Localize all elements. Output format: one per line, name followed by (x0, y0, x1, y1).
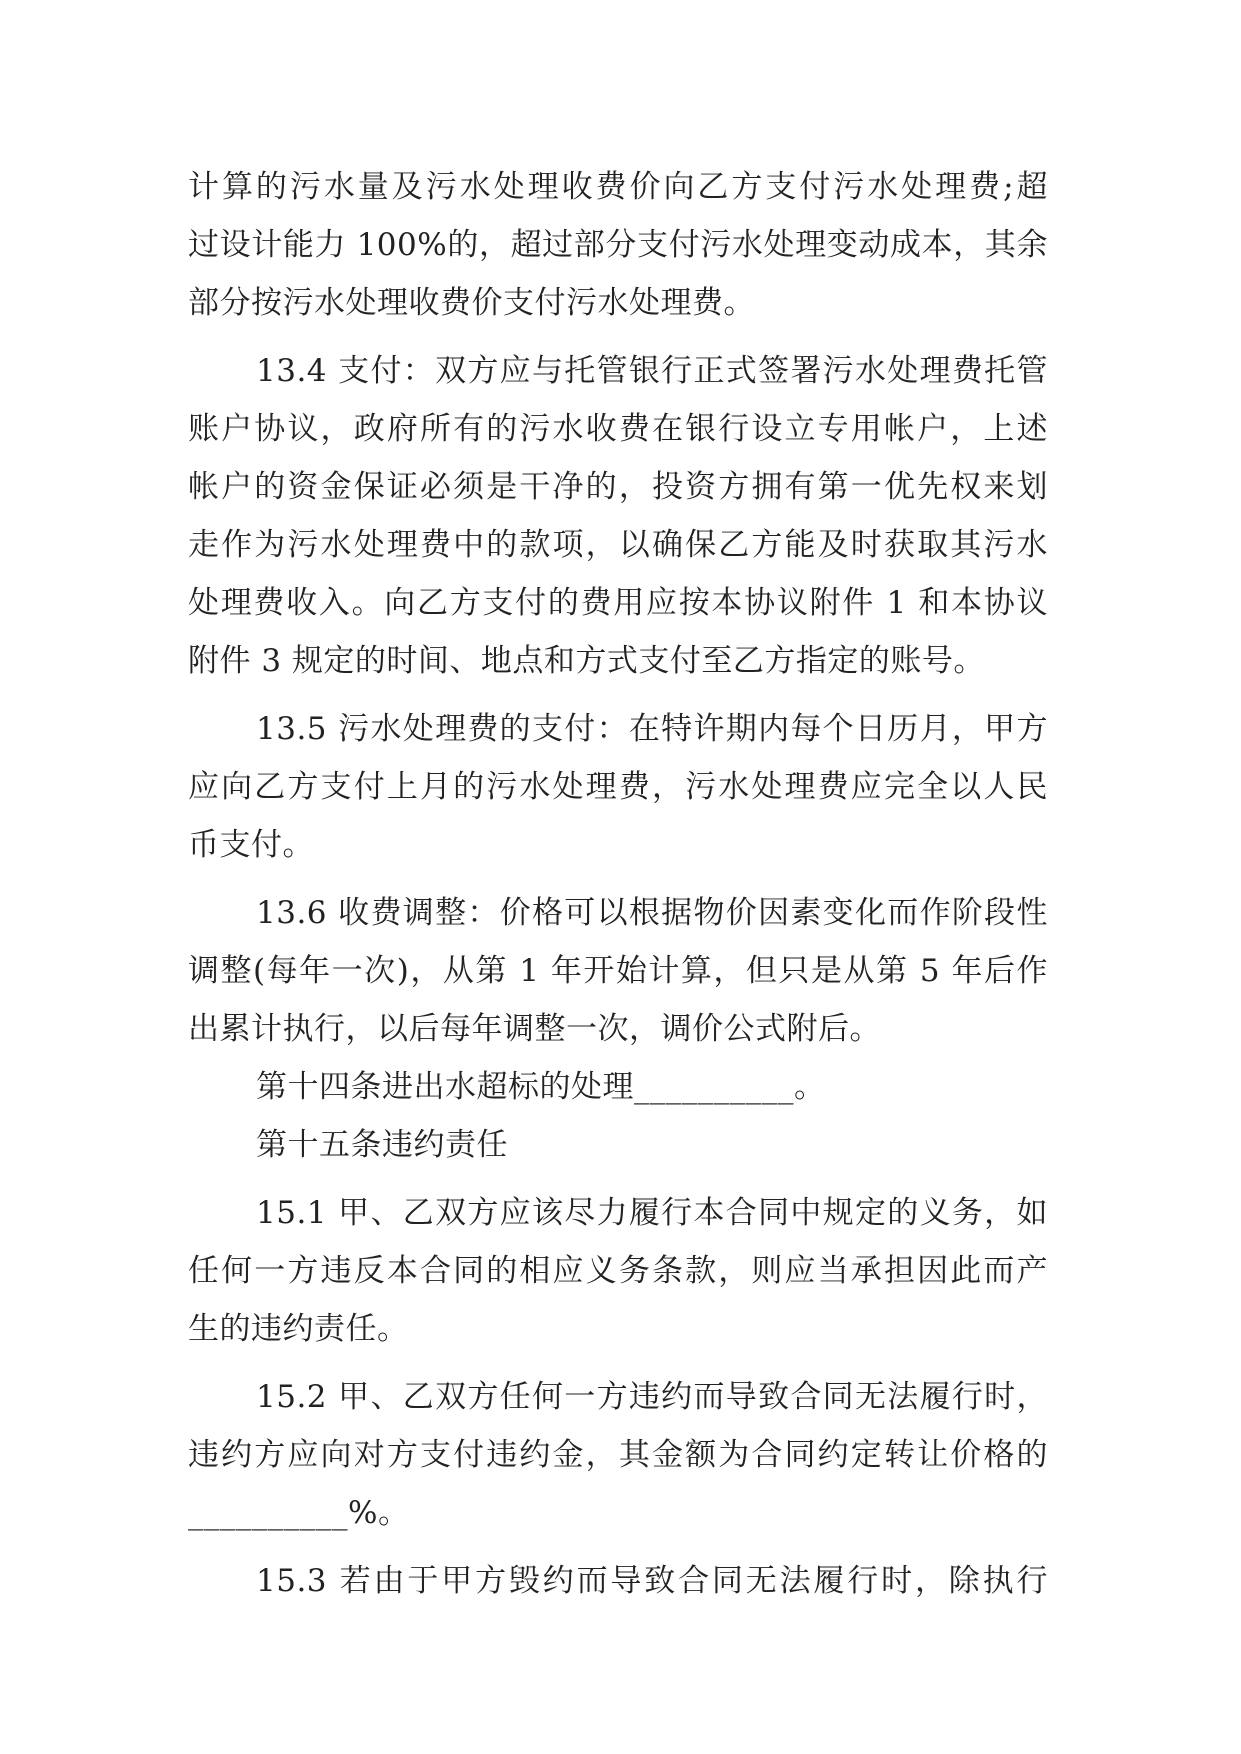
text-line: 处理费收入。向乙方支付的费用应按本协议附件 1 和本协议 (188, 585, 1048, 621)
document-body (188, 158, 1048, 1610)
clause-15-3-line: 15.3 若由于甲方毁约而导致合同无法履行时，除执行 (256, 1563, 1048, 1599)
clause-15-2-line: 15.2 甲、乙双方任何一方违约而导致合同无法履行时， (256, 1379, 1048, 1415)
text-line: 违约方应向对方支付违约金，其金额为合同约定转让价格的 (188, 1437, 1048, 1473)
text-line: 调整(每年一次)，从第 1 年开始计算，但只是从第 5 年后作 (188, 953, 1048, 989)
text-line: 部分按污水处理收费价支付污水处理费。 (188, 285, 755, 321)
clause-13-4-line: 13.4 支付：双方应与托管银行正式签署污水处理费托管 (256, 353, 1048, 389)
text-line: 帐户的资金保证必须是干净的，投资方拥有第一优先权来划 (188, 469, 1048, 505)
text-line: __________%。 (188, 1495, 410, 1531)
text-line: 附件 3 规定的时间、地点和方式支付至乙方指定的账号。 (188, 643, 985, 679)
text-line: 任何一方违反本合同的相应义务条款，则应当承担因此而产 (188, 1253, 1048, 1289)
text-line: 计算的污水量及污水处理收费价向乙方支付污水处理费;超 (188, 169, 1048, 205)
article-15-heading: 第十五条违约责任 (256, 1127, 508, 1163)
article-14-heading: 第十四条进出水超标的处理__________。 (256, 1069, 826, 1105)
clause-13-5-line: 13.5 污水处理费的支付：在特许期内每个日历月，甲方 (256, 711, 1048, 747)
text-line: 账户协议，政府所有的污水收费在银行设立专用帐户，上述 (188, 411, 1048, 447)
text-line: 生的违约责任。 (188, 1311, 409, 1347)
text-line: 币支付。 (188, 827, 314, 863)
text-line: 过设计能力 100%的，超过部分支付污水处理变动成本，其余 (188, 227, 1048, 263)
text-line: 走作为污水处理费中的款项，以确保乙方能及时获取其污水 (188, 527, 1048, 563)
clause-15-1-line: 15.1 甲、乙双方应该尽力履行本合同中规定的义务，如 (256, 1195, 1048, 1231)
text-line: 出累计执行，以后每年调整一次，调价公式附后。 (188, 1011, 881, 1047)
text-line: 应向乙方支付上月的污水处理费，污水处理费应完全以人民 (188, 769, 1048, 805)
clause-13-6-line: 13.6 收费调整：价格可以根据物价因素变化而作阶段性 (256, 895, 1048, 931)
